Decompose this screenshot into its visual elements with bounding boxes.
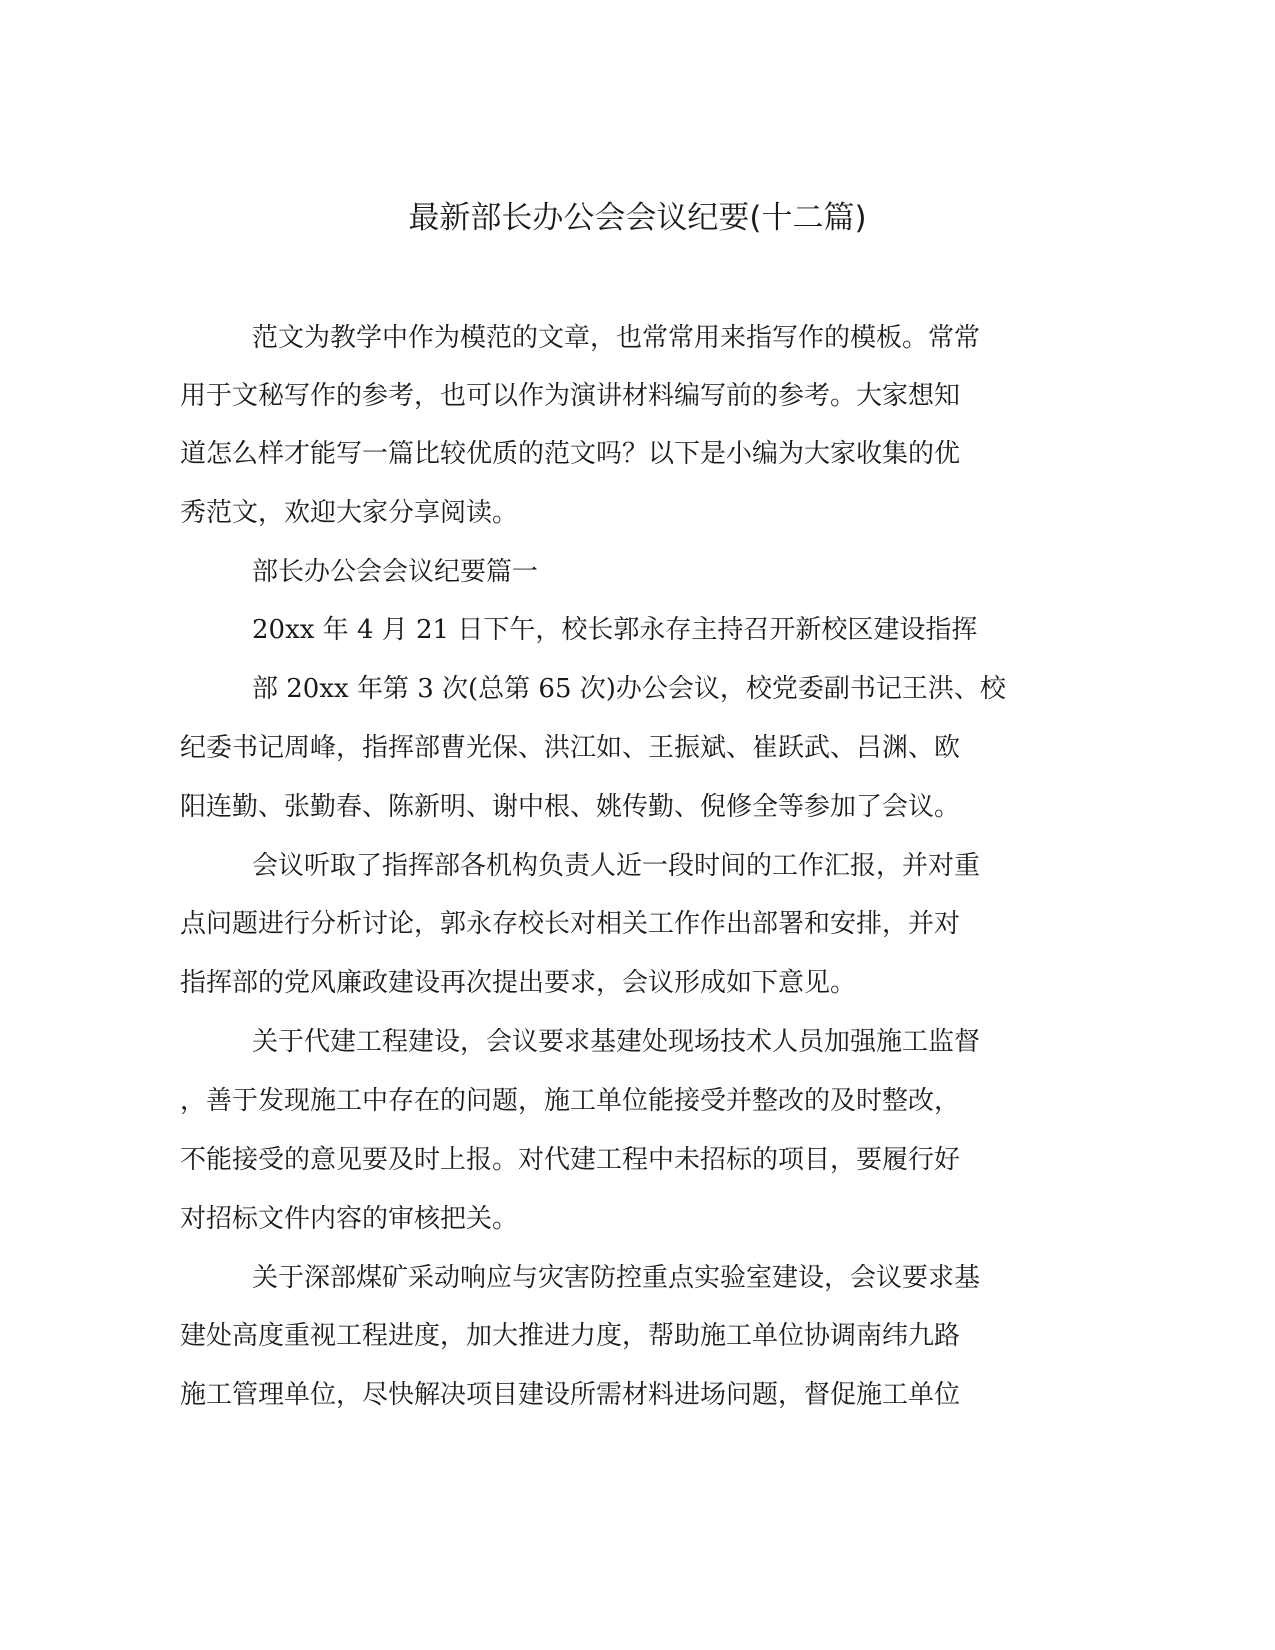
paragraph-line: 会议听取了指挥部各机构负责人近一段时间的工作汇报，并对重 bbox=[252, 851, 981, 881]
paragraph-line: 建处高度重视工程进度，加大推进力度，帮助施工单位协调南纬九路 bbox=[180, 1321, 961, 1351]
paragraph-line: 关于代建工程建设，会议要求基建处现场技术人员加强施工监督 bbox=[252, 1027, 981, 1057]
paragraph-line: 部 20xx 年第 3 次(总第 65 次)办公会议，校党委副书记王洪、校 bbox=[252, 674, 1006, 704]
paragraph-line: 关于深部煤矿采动响应与灾害防控重点实验室建设，会议要求基 bbox=[252, 1263, 981, 1293]
paragraph-line: 道怎么样才能写一篇比较优质的范文吗？以下是小编为大家收集的优 bbox=[180, 439, 961, 469]
paragraph-line: 秀范文，欢迎大家分享阅读。 bbox=[180, 498, 519, 528]
paragraph-line: 范文为教学中作为模范的文章，也常常用来指写作的模板。常常 bbox=[252, 323, 981, 353]
paragraph-line: 用于文秘写作的参考，也可以作为演讲材料编写前的参考。大家想知 bbox=[180, 381, 961, 411]
paragraph-line: 对招标文件内容的审核把关。 bbox=[180, 1204, 519, 1234]
paragraph-line: 施工管理单位，尽快解决项目建设所需材料进场问题，督促施工单位 bbox=[180, 1380, 961, 1410]
paragraph-line: 阳连勤、张勤春、陈新明、谢中根、姚传勤、倪修全等参加了会议。 bbox=[180, 792, 961, 822]
paragraph-line: 纪委书记周峰，指挥部曹光保、洪江如、王振斌、崔跃武、吕渊、欧 bbox=[180, 733, 961, 763]
paragraph-line: 指挥部的党风廉政建设再次提出要求，会议形成如下意见。 bbox=[180, 968, 857, 998]
paragraph-line: 点问题进行分析讨论，郭永存校长对相关工作作出部署和安排，并对 bbox=[180, 909, 961, 939]
section-heading: 部长办公会会议纪要篇一 bbox=[252, 557, 539, 587]
document-title: 最新部长办公会会议纪要(十二篇) bbox=[408, 200, 867, 236]
paragraph-line: ，善于发现施工中存在的问题，施工单位能接受并整改的及时整改， bbox=[180, 1086, 961, 1116]
paragraph-line: 不能接受的意见要及时上报。对代建工程中未招标的项目，要履行好 bbox=[180, 1145, 961, 1175]
paragraph-line: 20xx 年 4 月 21 日下午，校长郭永存主持召开新校区建设指挥 bbox=[252, 615, 978, 645]
